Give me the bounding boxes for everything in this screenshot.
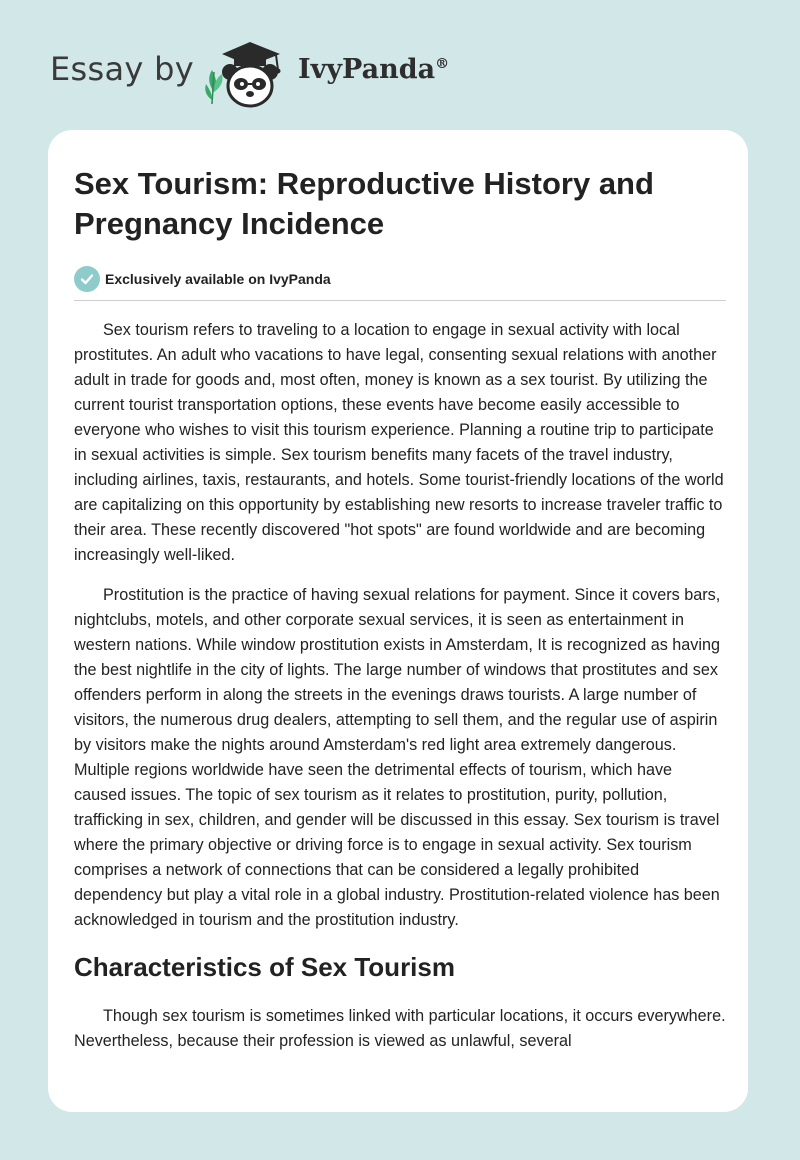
registered-mark: ® <box>435 56 450 72</box>
site-header <box>0 0 800 120</box>
brand-name <box>298 54 449 85</box>
badge-label: Exclusively available on IvyPanda <box>105 271 331 287</box>
essay-body <box>74 318 726 1054</box>
paragraph: Prostitution is the practice of having sexual relations for payment. Since it covers bars, nightclubs, motels, and other corporate sexual services, it is seen as entertainment in western nations. While window prostitution exists in Amsterdam, It is recognized as having the best nightlife in the city of lights. The large number of windows that prostitutes and sex offenders perform in along the streets in the evenings draws tourists. A large number of visitors, the numerous drug dealers, attempting to sell them, and the regular use of aspirin by visitors make the nights around Amsterdam's red light area extremely dangerous. Multiple regions worldwide have seen the detrimental effects of tourism, which have caused issues. The topic of sex tourism as it relates to prostitution, purity, pollution, trafficking in sex, children, and gender will be discussed in this essay. Sex tourism is travel where the primary objective or driving force is to engage in sexual activity. Sex tourism comprises a network of connections that can be considered a legally prohibited dependency but play a vital role in a global industry. Prostitution-related violence has been acknowledged in tourism and the prostitution industry. <box>74 586 721 929</box>
paragraph: Sex tourism refers to traveling to a location to engage in sexual activity with local prostitutes. An adult who vacations to have legal, consenting sexual relations with another adult in trade for goods and, most often, money is known as a sex tourist. By utilizing the current tourist transportation options, these events have become easily accessible to everyone who wishes to visit this tourism experience. Planning a routine trip to participate in sexual activities is simple. Sex tourism benefits many facets of the travel industry, including airlines, taxis, restaurants, and hotels. Some tourist-friendly locations of the world are capitalizing on this opportunity by establishing new resorts to increase traveler traffic to their area. These recently discovered "hot spots" are found worldwide and are becoming increasingly well-liked. <box>74 321 724 564</box>
section-heading: Characteristics of Sex Tourism <box>74 952 455 982</box>
essay-title: Sex Tourism: Reproductive History and Pregnancy Incidence <box>74 166 654 241</box>
exclusive-badge <box>74 266 726 292</box>
ivypanda-logo-icon[interactable] <box>200 34 296 112</box>
essay-by-label: Essay by <box>50 50 194 88</box>
brand-text: IvyPanda <box>298 54 436 85</box>
paragraph: Though sex tourism is sometimes linked with particular locations, it occurs everywhere. Nevertheless, because their profession is viewed as unlawful, several <box>74 1007 726 1050</box>
essay-content <box>74 164 726 1069</box>
divider <box>74 300 726 301</box>
essay-card <box>48 130 748 1112</box>
checkmark-icon <box>74 266 100 292</box>
